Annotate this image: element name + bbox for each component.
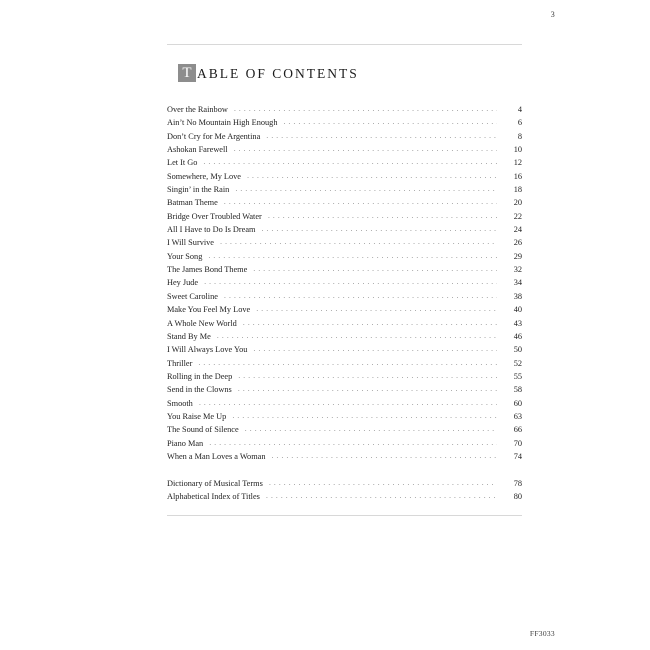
toc-entry-page: 60 [513, 398, 522, 408]
top-divider [167, 44, 522, 45]
toc-entry-page: 20 [513, 198, 522, 208]
toc-entry-page: 4 [517, 105, 522, 114]
toc-entry-page: 29 [513, 251, 522, 261]
toc-entry-title: A Whole New World [167, 318, 237, 328]
toc-entry-title: Piano Man [167, 438, 204, 448]
toc-entry-page: 43 [513, 318, 522, 328]
toc-entry-title: The Sound of Silence [167, 425, 239, 435]
toc-entry[interactable] [167, 237, 522, 250]
toc-entry-title: Make You Feel My Love [167, 305, 251, 315]
toc-entry-title: Dictionary of Musical Terms [167, 478, 263, 488]
toc-entry-page: 16 [513, 171, 522, 181]
toc-entry[interactable] [167, 251, 522, 264]
dot-leader [203, 157, 497, 165]
toc-entry-title: I Will Survive [167, 238, 214, 248]
toc-entry[interactable] [167, 304, 522, 317]
toc-entry-title: Rolling in the Deep [167, 371, 233, 381]
toc-entry[interactable] [167, 104, 522, 117]
toc-entry-page: 6 [517, 118, 522, 128]
toc-entry-title: Let It Go [167, 158, 198, 168]
toc-entry[interactable] [167, 291, 522, 304]
toc-entry-page: 8 [517, 131, 522, 141]
dot-leader [269, 478, 497, 486]
toc-entry-page: 74 [513, 451, 522, 461]
toc-section-gap [167, 464, 522, 477]
toc-entry[interactable] [167, 344, 522, 357]
page-number: 3 [550, 10, 555, 19]
toc-entry-page: 50 [513, 345, 522, 355]
toc-entry[interactable] [167, 438, 522, 451]
dot-leader [253, 344, 497, 352]
toc-entry-title: When a Man Loves a Woman [167, 451, 266, 461]
toc-entry[interactable] [167, 478, 522, 491]
bottom-divider [167, 515, 522, 516]
toc-entry-page: 55 [513, 371, 522, 381]
dot-leader [247, 171, 497, 179]
toc-entry-page: 46 [513, 331, 522, 341]
toc-entry-title: All I Have to Do Is Dream [167, 225, 256, 235]
toc-entry-page: 38 [513, 291, 522, 301]
toc-entry-page: 40 [513, 305, 522, 315]
dot-leader [271, 451, 497, 459]
toc-entry-title: Send in the Clowns [167, 385, 232, 395]
dot-leader [256, 304, 497, 312]
toc-entry[interactable] [167, 277, 522, 290]
toc-entry-title: Over the Rainbow [167, 105, 228, 114]
dot-leader [243, 318, 497, 326]
dot-leader [234, 144, 497, 152]
toc-entry[interactable] [167, 424, 522, 437]
toc-entry-title: Singin’ in the Rain [167, 185, 230, 195]
dot-leader [266, 491, 497, 499]
dot-leader [232, 411, 497, 419]
dot-leader [238, 384, 497, 392]
dot-leader [220, 237, 497, 245]
toc-entry-title: Bridge Over Troubled Water [167, 211, 262, 221]
toc-entry-page: 22 [513, 211, 522, 221]
dropcap-letter: T [178, 64, 196, 82]
toc-entry[interactable] [167, 157, 522, 170]
toc-entry[interactable] [167, 171, 522, 184]
dot-leader [238, 371, 497, 379]
dot-leader [224, 197, 497, 205]
toc-entry[interactable] [167, 331, 522, 344]
dot-leader [209, 438, 497, 446]
toc-entry-page: 66 [513, 425, 522, 435]
toc-entry[interactable] [167, 264, 522, 277]
toc-entry-page: 58 [513, 385, 522, 395]
dot-leader [234, 104, 497, 112]
toc-entry-title: Hey Jude [167, 278, 199, 288]
dot-leader [198, 358, 497, 366]
toc-entry[interactable] [167, 451, 522, 464]
toc-list [167, 104, 522, 504]
toc-entry[interactable] [167, 318, 522, 331]
toc-entry[interactable] [167, 384, 522, 397]
toc-entry[interactable] [167, 117, 522, 130]
toc-entry-page: 10 [513, 145, 522, 155]
toc-entry-page: 70 [513, 438, 522, 448]
toc-entry-page: 12 [513, 158, 522, 168]
dot-leader [253, 264, 497, 272]
toc-entry-page: 26 [513, 238, 522, 248]
toc-entry-page: 18 [513, 185, 522, 195]
toc-entry-title: Your Song [167, 251, 203, 261]
toc-entry-page: 34 [513, 278, 522, 288]
toc-entry-page: 78 [513, 478, 522, 488]
dot-leader [268, 211, 497, 219]
toc-entry-title: Somewhere, My Love [167, 171, 241, 181]
toc-entry-page: 32 [513, 265, 522, 275]
toc-entry[interactable] [167, 411, 522, 424]
toc-entry[interactable] [167, 371, 522, 384]
toc-entry[interactable] [167, 358, 522, 371]
dot-leader [245, 424, 497, 432]
toc-entry-title: The James Bond Theme [167, 265, 248, 275]
dot-leader [224, 291, 497, 299]
toc-entry-title: You Raise Me Up [167, 411, 227, 421]
toc-entry-title: Ain’t No Mountain High Enough [167, 118, 278, 128]
toc-entry-page: 80 [513, 491, 522, 501]
toc-entry[interactable] [167, 144, 522, 157]
toc-entry-title: Don’t Cry for Me Argentina [167, 131, 261, 141]
dot-leader [199, 398, 497, 406]
dot-leader [261, 224, 497, 232]
toc-entry-title: Thriller [167, 358, 193, 368]
catalog-code: FF3033 [529, 629, 555, 638]
toc-entry[interactable] [167, 197, 522, 210]
toc-entry-title: Alphabetical Index of Titles [167, 491, 260, 501]
toc-entry[interactable] [167, 184, 522, 197]
dot-leader [283, 117, 497, 125]
toc-entry-title: I Will Always Love You [167, 345, 248, 355]
toc-entry[interactable] [167, 491, 522, 504]
toc-entry-title: Stand By Me [167, 331, 211, 341]
page-title-text: ABLE OF CONTENTS [197, 66, 359, 81]
toc-entry[interactable] [167, 211, 522, 224]
dot-leader [217, 331, 497, 339]
toc-entry[interactable] [167, 398, 522, 411]
page-title [167, 57, 522, 83]
toc-entry[interactable] [167, 131, 522, 144]
dot-leader [235, 184, 497, 192]
toc-entry-title: Smooth [167, 398, 193, 408]
toc-entry-page: 63 [513, 411, 522, 421]
toc-entry-title: Ashokan Farewell [167, 145, 228, 155]
dot-leader [204, 277, 497, 285]
toc-entry-page: 52 [513, 358, 522, 368]
toc-entry[interactable] [167, 224, 522, 237]
toc-content [167, 44, 522, 516]
toc-entry-title: Sweet Caroline [167, 291, 218, 301]
dot-leader [266, 131, 497, 139]
toc-entry-title: Batman Theme [167, 198, 218, 208]
dot-leader [208, 251, 497, 259]
toc-entry-page: 24 [513, 225, 522, 235]
